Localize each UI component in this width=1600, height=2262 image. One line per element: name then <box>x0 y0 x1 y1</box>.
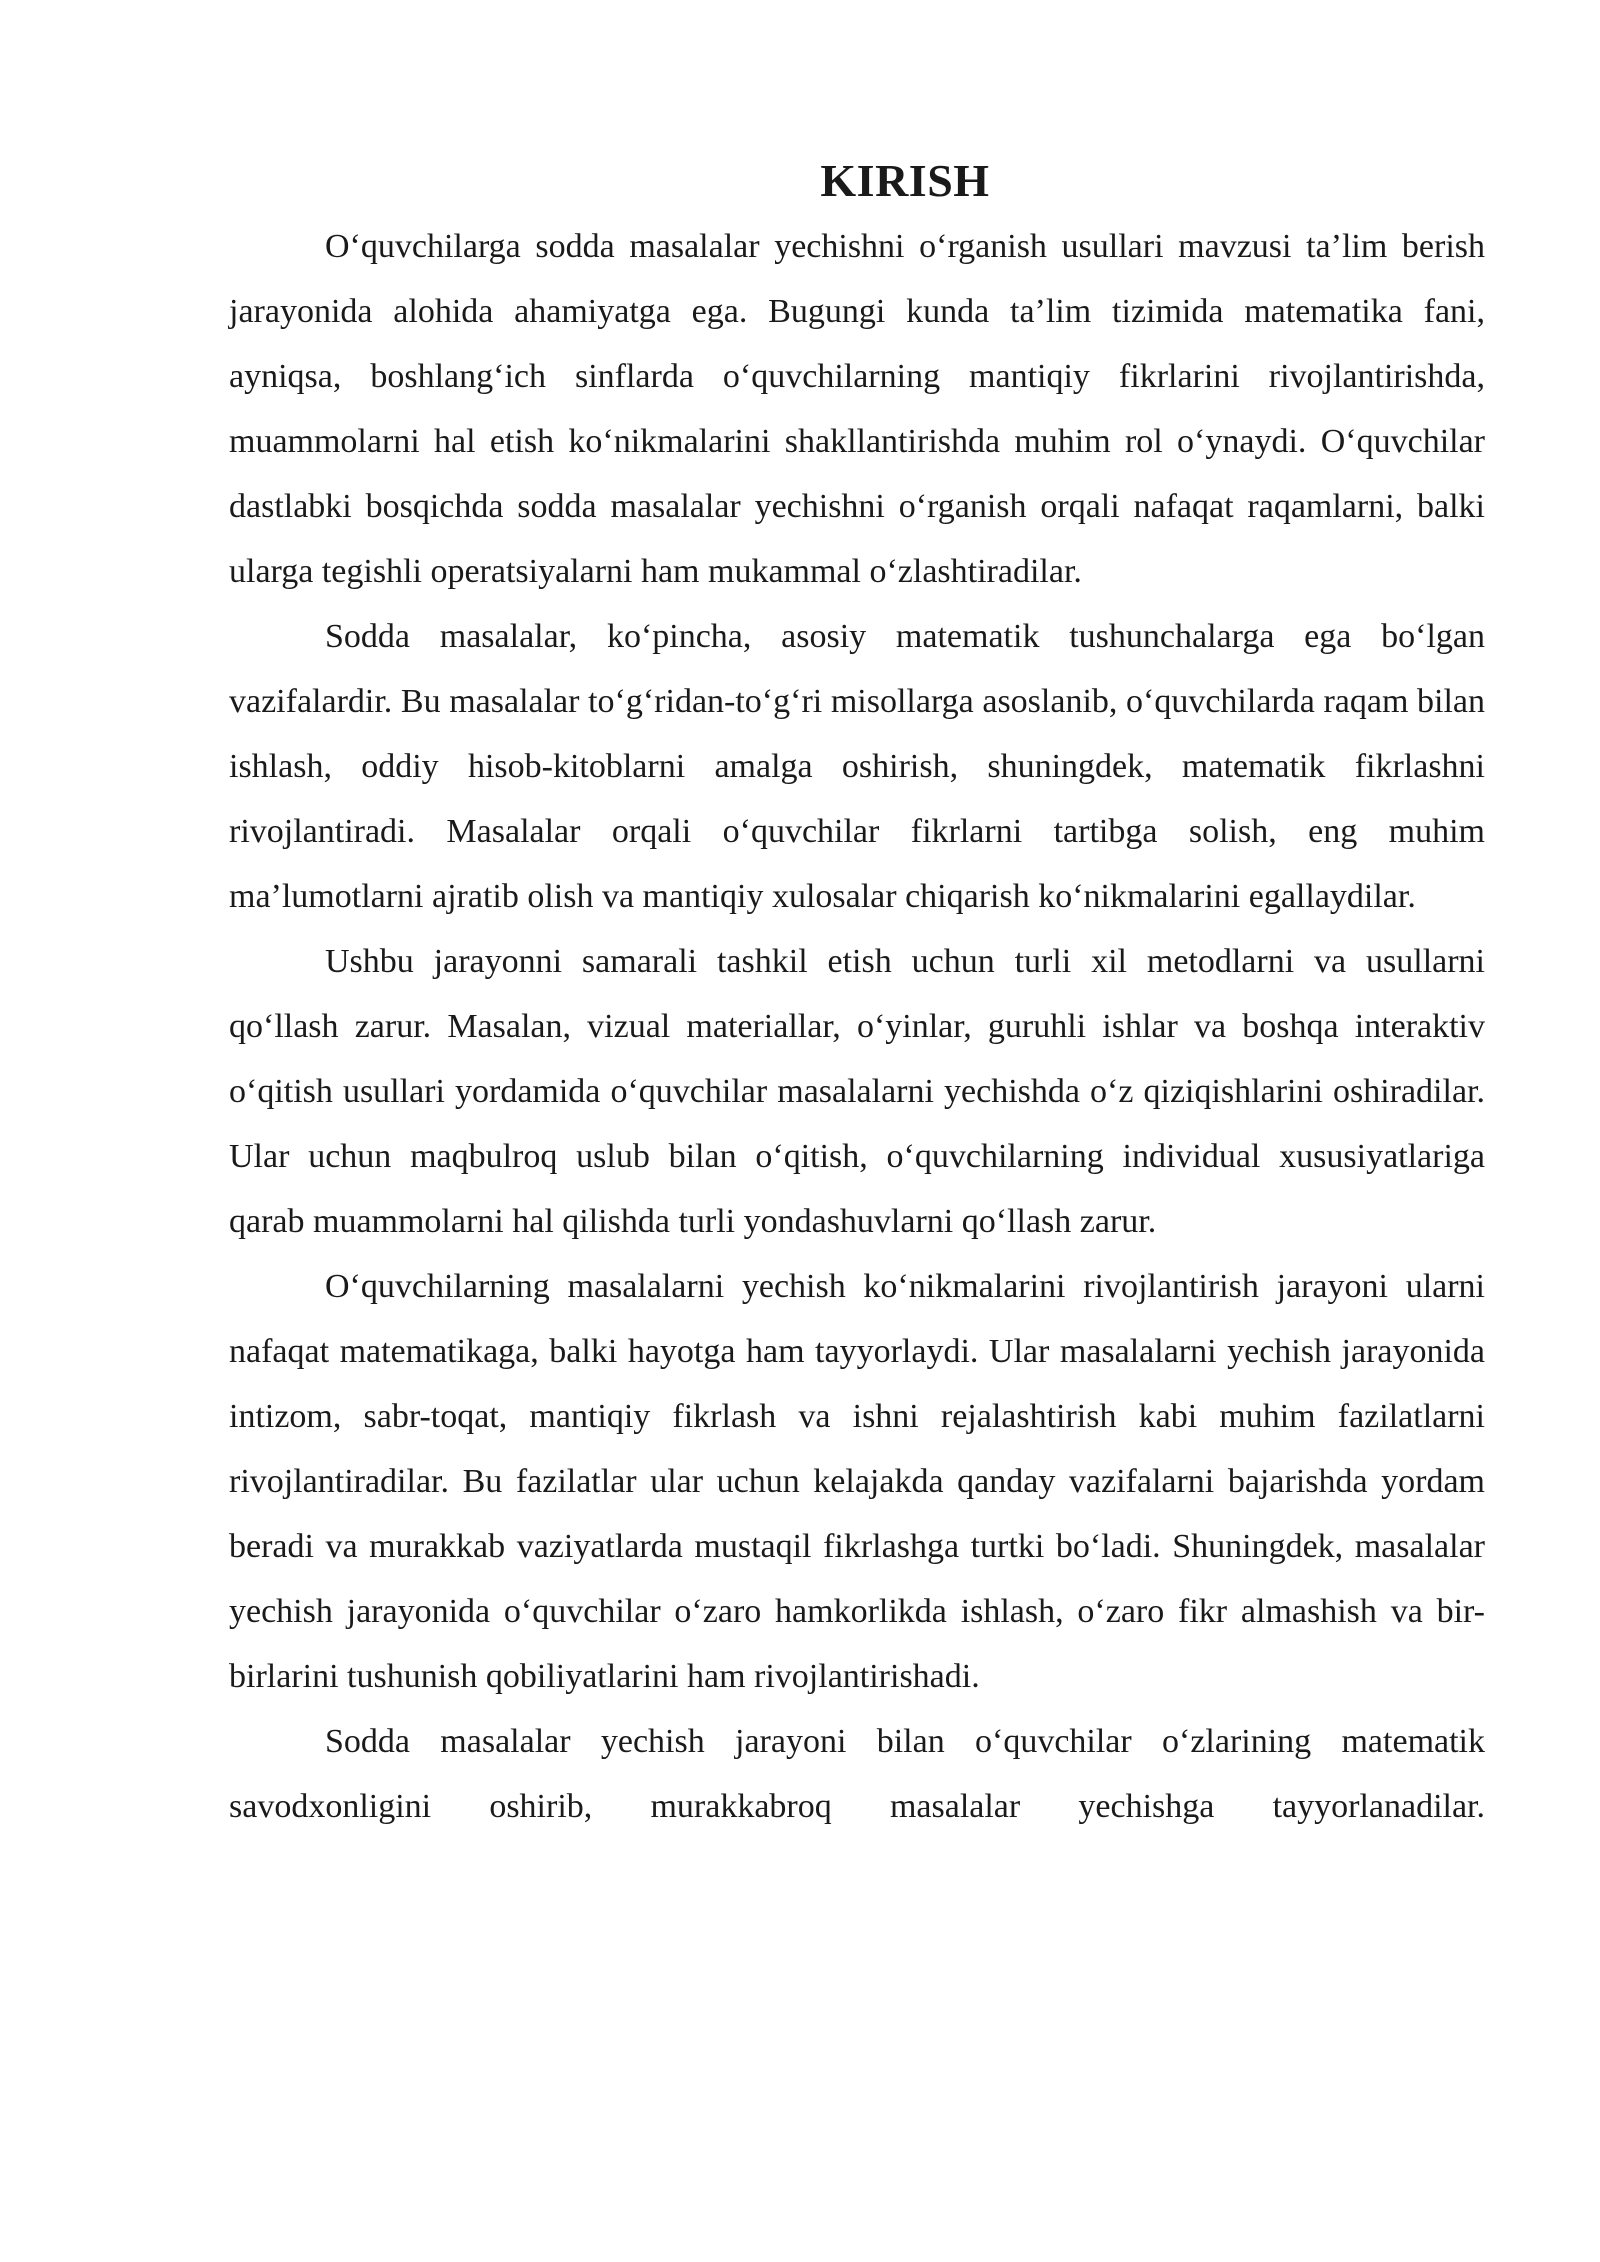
page-body <box>229 148 1485 1839</box>
page-title: KIRISH <box>820 155 990 206</box>
paragraph-1: O‘quvchilarga sodda masalalar yechishni o‘rganish usullari mavzusi ta’lim berish jarayonida alohida ahamiyatga ega. Bugungi kunda ta’lim tizimida matematika fani, ayniqsa, boshlang‘ich sinflarda o‘quvchilarning mantiqiy fikrlarini rivojlantirishda, muammolarni hal etish ko‘nikmalarini shakllantirishda muhim rol o‘ynaydi. O‘quvchilar dastlabki bosqichda sodda masalalar yechishni o‘rganish orqali nafaqat raqamlarni, balki ularga tegishli operatsiyalarni ham mukammal o‘zlashtiradilar. <box>229 228 1485 590</box>
paragraph-4: O‘quvchilarning masalalarni yechish ko‘nikmalarini rivojlantirish jarayoni ularni nafaqat matematikaga, balki hayotga ham tayyorlaydi. Ular masalalarni yechish jarayonida intizom, sabr-toqat, mantiqiy fikrlash va ishni rejalashtirish kabi muhim fazilatlarni rivojlantiradilar. Bu fazilatlar ular uchun kelajakda qanday vazifalarni bajarishda yordam beradi va murakkab vaziyatlarda mustaqil fikrlashga turtki bo‘ladi. Shuningdek, masalalar yechish jarayonida o‘quvchilar o‘zaro hamkorlikda ishlash, o‘zaro fikr almashish va bir-birlarini tushunish qobiliyatlarini ham rivojlantirishadi. <box>229 1268 1485 1695</box>
paragraph-2: Sodda masalalar, ko‘pincha, asosiy matematik tushunchalarga ega bo‘lgan vazifalardir. Bu masalalar to‘g‘ridan-to‘g‘ri misollarga asoslanib, o‘quvchilarda raqam bilan ishlash, oddiy hisob-kitoblarni amalga oshirish, shuningdek, matematik fikrlashni rivojlantiradi. Masalalar orqali o‘quvchilar fikrlarni tartibga solish, eng muhim ma’lumotlarni ajratib olish va mantiqiy xulosalar chiqarish ko‘nikmalarini egallaydilar. <box>229 618 1485 915</box>
paragraph-5: Sodda masalalar yechish jarayoni bilan o‘quvchilar o‘zlarining matematik savodxonligini oshirib, murakkabroq masalalar yechishga tayyorlanadilar. <box>229 1723 1485 1825</box>
paragraph-3: Ushbu jarayonni samarali tashkil etish uchun turli xil metodlarni va usullarni qo‘llash zarur. Masalan, vizual materiallar, o‘yinlar, guruhli ishlar va boshqa interaktiv o‘qitish usullari yordamida o‘quvchilar masalalarni yechishda o‘z qiziqishlarini oshiradilar. Ular uchun maqbulroq uslub bilan o‘qitish, o‘quvchilarning individual xususiyatlariga qarab muammolarni hal qilishda turli yondashuvlarni qo‘llash zarur. <box>229 943 1485 1240</box>
